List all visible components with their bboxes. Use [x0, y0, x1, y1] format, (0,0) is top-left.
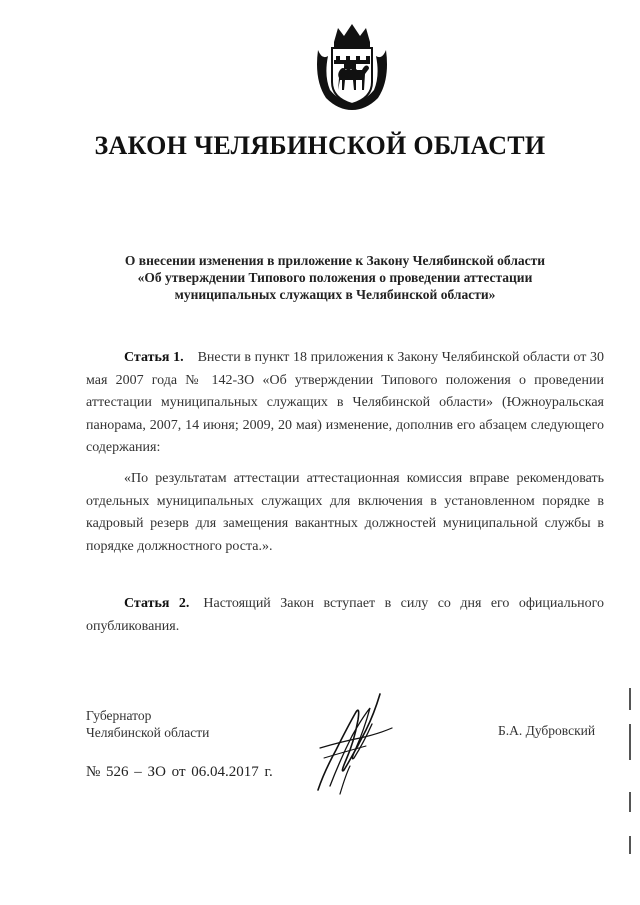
article-1-quote: «По результатам аттестации аттестационная комиссия вправе рекомендовать отдельных муниципальных служащих для включения в установленном порядке в кадровый резерв для замещения вакантных должностей муниципальной службы в порядке должностного роста.». — [86, 471, 604, 554]
subject-line-3: муниципальных служащих в Челябинской области» — [174, 287, 496, 302]
article-1-text: Внести в пункт 18 приложения к Закону Челябинской области от 30 мая 2007 года № 142-ЗО «Об утверждении Типового положения о проведении аттестации муниципальных служащих в Челябинской области» (Южноуральская панорама, 2007, 14 июня; 2009, 20 мая) изменение, дополнив его абзацем следующего содержания: — [86, 350, 604, 455]
signatory-name: Б.А. Дубровский — [498, 723, 596, 738]
signatory-position — [86, 707, 209, 741]
law-title: ЗАКОН ЧЕЛЯБИНСКОЙ ОБЛАСТИ — [94, 131, 546, 160]
signatory-position-line-1: Губернатор — [86, 708, 152, 723]
scan-margin-line — [629, 792, 631, 812]
scan-margin-line — [629, 688, 631, 710]
scan-margin-line — [629, 836, 631, 854]
article-2-label: Статья 2. — [124, 596, 190, 611]
law-subject — [100, 252, 570, 303]
article-2-text: Настоящий Закон вступает в силу со дня его официального опубликования. — [86, 596, 604, 634]
scan-margin-line — [629, 724, 631, 760]
signatory-position-line-2: Челябинской области — [86, 725, 210, 740]
subject-line-2: «Об утверждении Типового положения о проведении аттестации — [137, 270, 533, 285]
registration-number: № 526 – ЗО от 06.04.2017 г. — [86, 764, 273, 780]
handwritten-signature-icon — [300, 690, 400, 802]
coat-of-arms-icon — [312, 20, 392, 112]
subject-line-1: О внесении изменения в приложение к Закону Челябинской области — [124, 253, 546, 268]
article-1-label: Статья 1. — [124, 350, 184, 365]
article-2 — [86, 593, 604, 638]
article-1 — [86, 347, 604, 460]
